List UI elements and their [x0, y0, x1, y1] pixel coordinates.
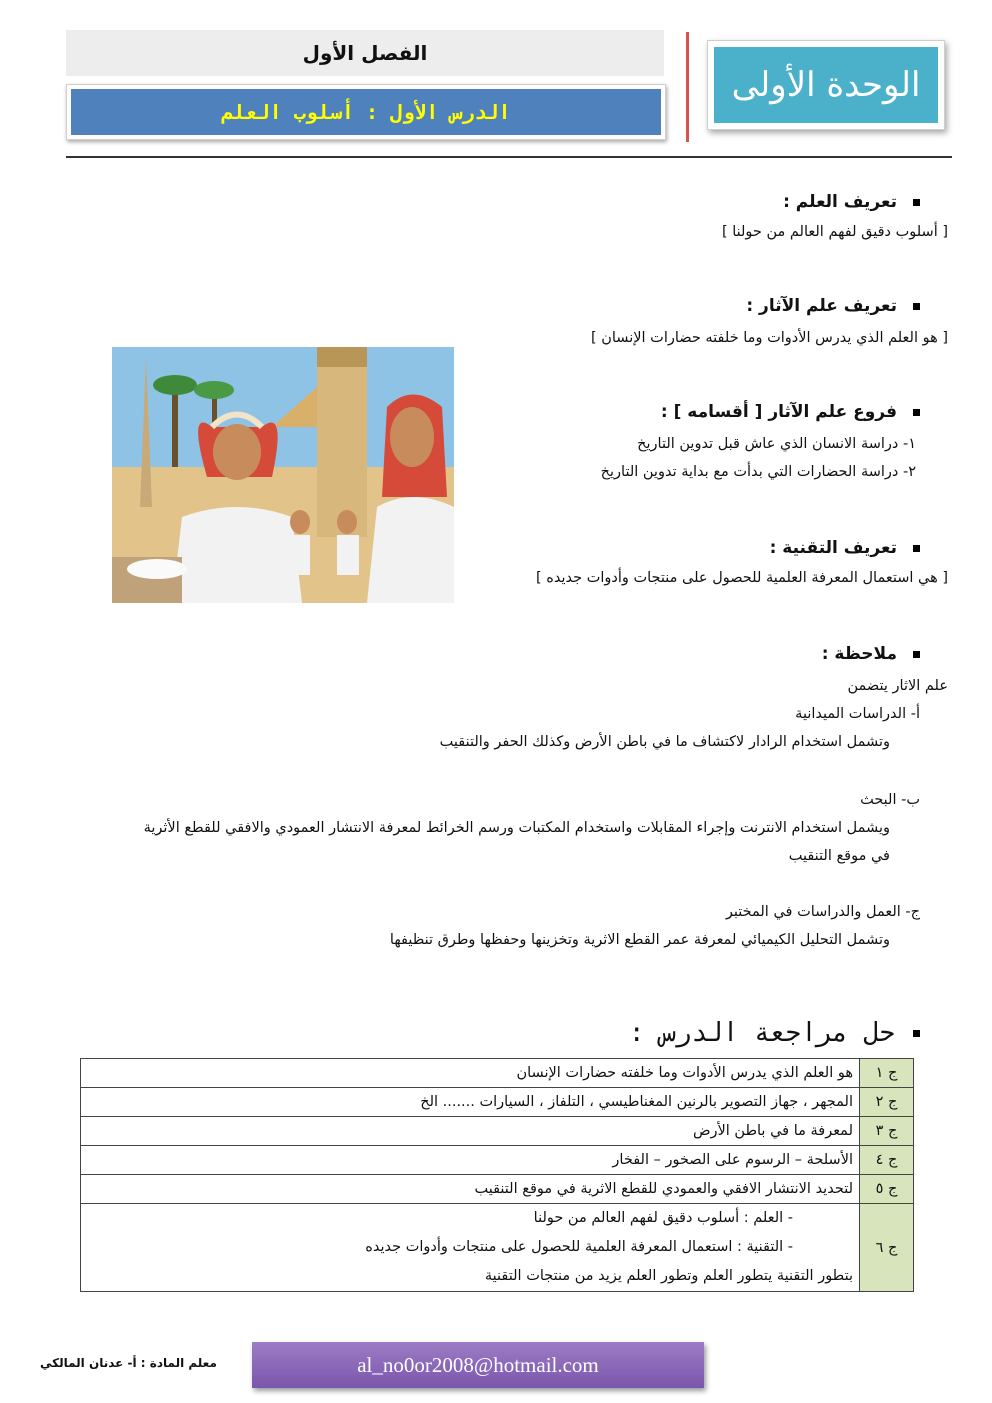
- note-a-title: أ- الدراسات الميدانية: [795, 706, 920, 722]
- teacher-credit: معلم المادة : أ- عدنان المالكي: [40, 1356, 217, 1370]
- lesson-title: الدرس الأول : أسلوب العلم: [71, 89, 661, 135]
- answer-number: ج ٣: [860, 1117, 914, 1146]
- table-row: [81, 1175, 914, 1204]
- note-b-text-2: في موقع التنقيب: [788, 848, 890, 864]
- bullet-icon: [913, 303, 920, 310]
- table-row: [81, 1204, 914, 1292]
- technology-def-text: [ هي استعمال المعرفة العلمية للحصول على منتجات وأدوات جديده ]: [536, 570, 948, 586]
- science-def-heading: تعريف العلم :: [783, 192, 920, 212]
- answer-number: ج ١: [860, 1059, 914, 1088]
- table-row: [81, 1088, 914, 1117]
- note-c-text: وتشمل التحليل الكيميائي لمعرفة عمر القطع الاثرية وتخزينها وحفظها وطرق تنظيفها: [389, 932, 890, 948]
- bullet-icon: [913, 545, 920, 552]
- header-divider: [686, 32, 689, 142]
- answer-number: ج ٤: [860, 1146, 914, 1175]
- answer-text: لتحديد الانتشار الافقي والعمودي للقطع الاثرية في موقع التنقيب: [81, 1175, 860, 1204]
- archaeology-def-text: [ هو العلم الذي يدرس الأدوات وما خلفته حضارات الإنسان ]: [590, 330, 948, 346]
- review-answers-table: [80, 1058, 914, 1292]
- note-intro: علم الاثار يتضمن: [847, 678, 948, 694]
- note-heading: ملاحظة :: [822, 644, 920, 664]
- bullet-icon: [913, 409, 920, 416]
- ancient-egypt-illustration: [112, 347, 454, 603]
- header-rule: [66, 156, 952, 158]
- branch-item-1: ١- دراسة الانسان الذي عاش قبل تدوين التاريخ: [637, 436, 916, 452]
- archaeology-def-heading: تعريف علم الآثار :: [746, 296, 920, 316]
- note-c-title: ج- العمل والدراسات في المختبر: [725, 904, 920, 920]
- table-row: [81, 1117, 914, 1146]
- answer-text: الأسلحة – الرسوم على الصخور – الفخار: [81, 1146, 860, 1175]
- answer-number: ج ٦: [860, 1204, 914, 1292]
- email-banner: [252, 1342, 704, 1388]
- answer-number: ج ٥: [860, 1175, 914, 1204]
- answer-line: - التقنية : استعمال المعرفة العلمية للحصول على منتجات وأدوات جديده: [365, 1239, 793, 1255]
- chapter-title: الفصل الأول: [66, 30, 664, 76]
- lesson-title-box: [66, 84, 666, 140]
- answer-text: المجهر ، جهاز التصوير بالرنين المغناطيسي ، التلفاز ، السيارات ....... الخ: [81, 1088, 860, 1117]
- unit-title-box: [707, 40, 945, 130]
- answer-text: [81, 1204, 860, 1292]
- answer-line: - العلم : أسلوب دقيق لفهم العالم من حولنا: [533, 1210, 793, 1226]
- answer-text: هو العلم الذي يدرس الأدوات وما خلفته حضارات الإنسان: [81, 1059, 860, 1088]
- branch-item-2: ٢- دراسة الحضارات التي بدأت مع بداية تدوين التاريخ: [600, 464, 916, 480]
- answer-line: بتطور التقنية يتطور العلم وتطور العلم يزيد من منتجات التقنية: [484, 1268, 853, 1284]
- note-a-text: وتشمل استخدام الرادار لاكتشاف ما في باطن الأرض وكذلك الحفر والتنقيب: [439, 734, 890, 750]
- answer-number: ج ٢: [860, 1088, 914, 1117]
- science-def-text: [ أسلوب دقيق لفهم العالم من حولنا ]: [721, 224, 948, 240]
- note-b-title: ب- البحث: [860, 792, 920, 808]
- table-row: [81, 1146, 914, 1175]
- email-address[interactable]: al_no0or2008@hotmail.com: [357, 1352, 599, 1377]
- answer-text: لمعرفة ما في باطن الأرض: [81, 1117, 860, 1146]
- review-heading: حل مراجعة الدرس :: [629, 1018, 920, 1048]
- bullet-icon: [913, 651, 920, 658]
- technology-def-heading: تعريف التقنية :: [770, 538, 920, 558]
- branches-heading: فروع علم الآثار [ أقسامه ] :: [661, 402, 920, 422]
- bullet-icon: [913, 199, 920, 206]
- unit-title: الوحدة الأولى: [714, 47, 938, 123]
- bullet-icon: [913, 1030, 920, 1037]
- table-row: [81, 1059, 914, 1088]
- note-b-text-1: ويشمل استخدام الانترنت وإجراء المقابلات واستخدام المكتبات ورسم الخرائط لمعرفة الانتشار العمودي والافقي للقطع الأثرية: [143, 820, 890, 836]
